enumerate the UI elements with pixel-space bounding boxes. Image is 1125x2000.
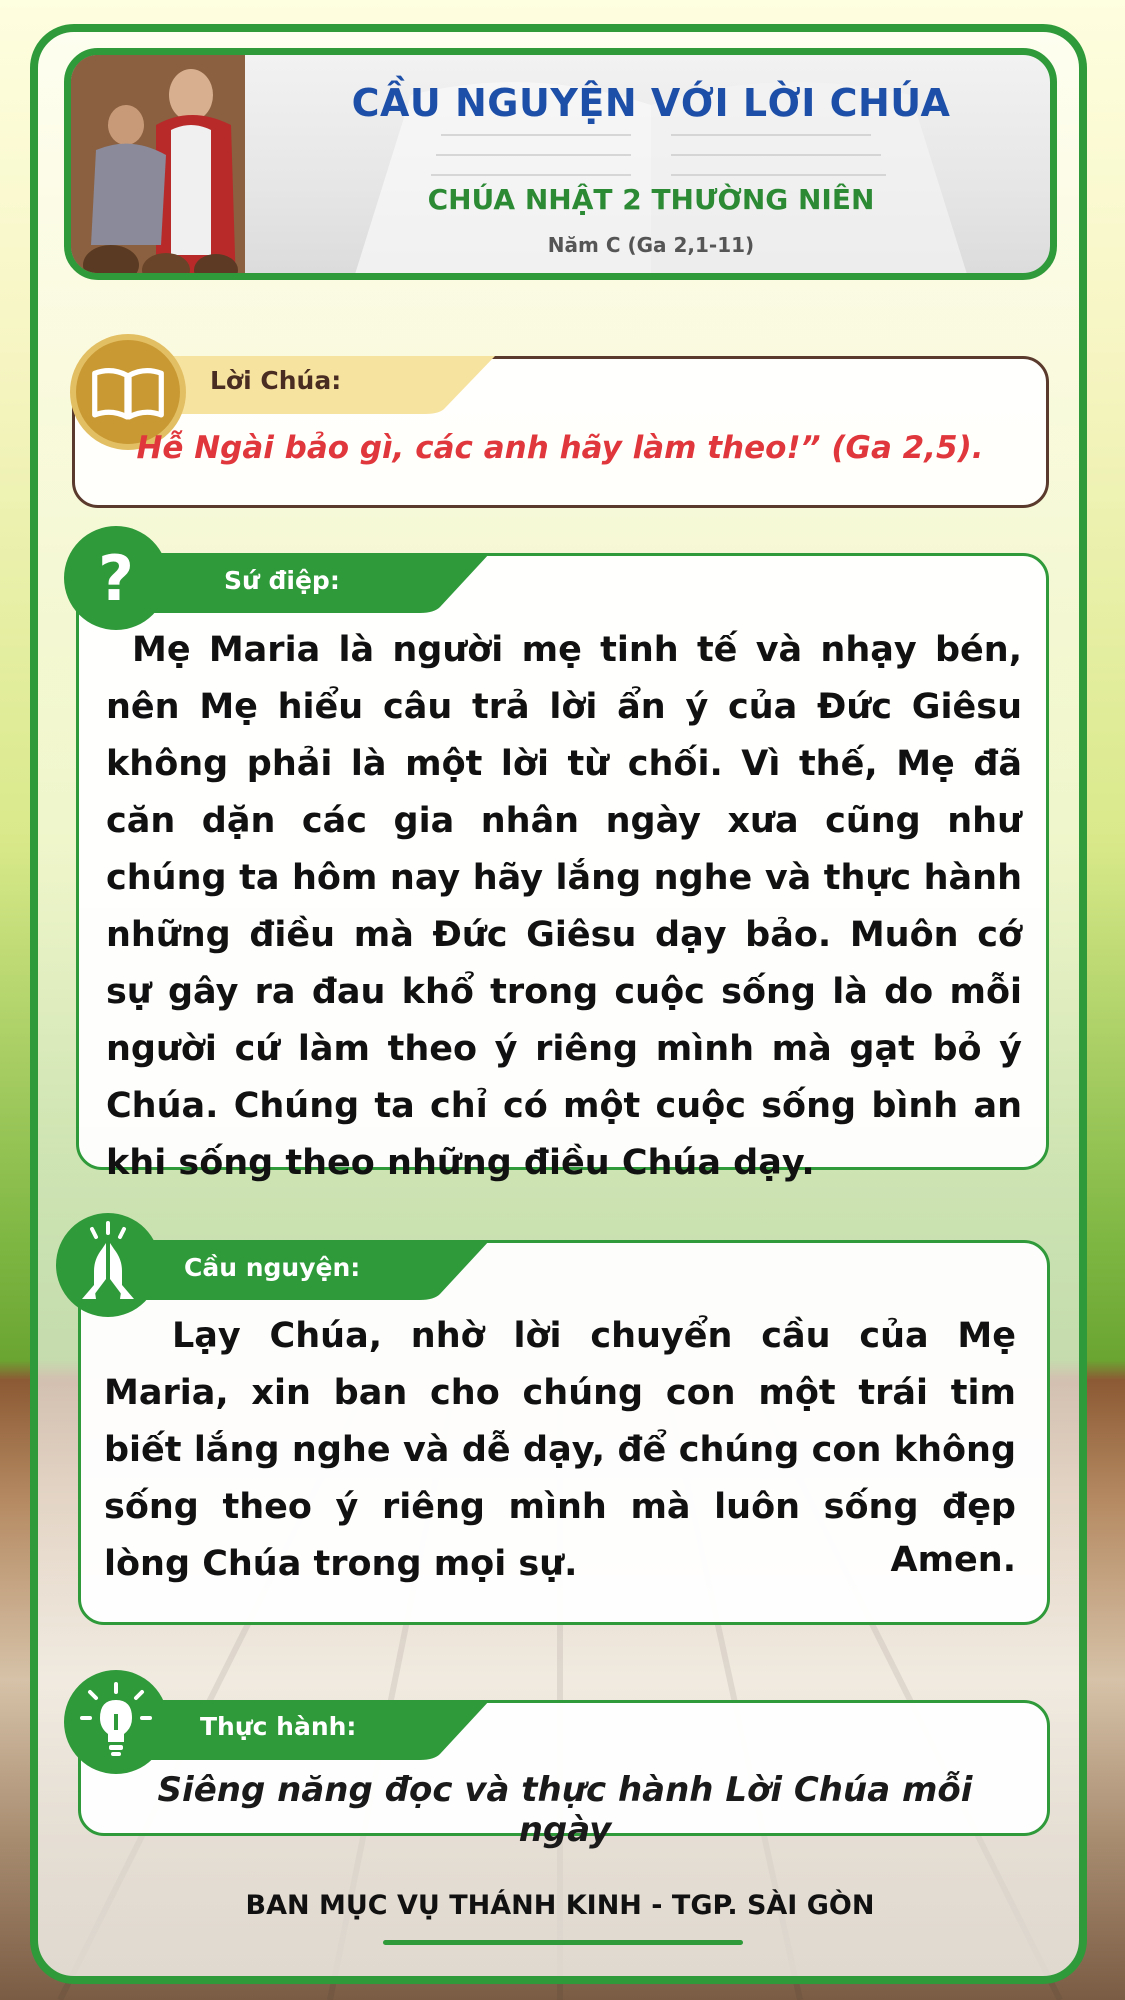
- page-title: CẦU NGUYỆN VỚI LỜI CHÚA: [351, 81, 951, 125]
- prayer-label: Cầu nguyện:: [184, 1253, 361, 1282]
- lightbulb-icon: [64, 1670, 168, 1774]
- prayer-icon-circle: [56, 1213, 160, 1317]
- footer-divider: [383, 1940, 743, 1945]
- practice-text: Siêng năng đọc và thực hành Lời Chúa mỗi ngày: [157, 1770, 973, 1850]
- scripture-reference: Năm C (Ga 2,1-11): [547, 233, 755, 257]
- practice-label: Thực hành:: [200, 1712, 357, 1741]
- question-icon: [64, 526, 168, 630]
- message-label: Sứ điệp:: [224, 566, 340, 595]
- header-banner: [64, 48, 1057, 280]
- message-text: Mẹ Maria là người mẹ tinh tế và nhạy bén, nên Mẹ hiểu câu trả lời ẩn ý của Đức Giêsu không phải là một lời từ chối. Vì thế, Mẹ đã căn dặn các gia nhân ngày xưa cũng như chúng ta hôm nay hãy lắng nghe và thực hành những điều mà Đức Giêsu dạy bảo. Muôn cớ sự gây ra đau khổ trong cuộc sống là do mỗi người cứ làm theo ý riêng mình mà gạt bỏ ý Chúa. Chúng ta chỉ có một cuộc sống bình an khi sống theo những điều Chúa dạy.: [106, 630, 1022, 1183]
- praying-hands-icon: [56, 1213, 160, 1317]
- verse-label: Lời Chúa:: [210, 366, 342, 395]
- message-icon-circle: [64, 526, 168, 630]
- wedding-at-cana-illustration: [71, 55, 245, 280]
- liturgical-day: CHÚA NHẬT 2 THƯỜNG NIÊN: [427, 183, 875, 216]
- prayer-text: Lạy Chúa, nhờ lời chuyển cầu của Mẹ Maria, xin ban cho chúng con một trái tim biết lắng nghe và dễ dạy, để chúng con không sống theo ý riêng mình mà luôn sống đẹp lòng Chúa trong mọi sự.: [104, 1316, 1016, 1584]
- verse-quote: Hễ Ngài bảo gì, các anh hãy làm theo!” (Ga 2,5).: [136, 430, 984, 466]
- svg-text:?: ?: [98, 542, 134, 615]
- open-book-icon: [76, 340, 180, 444]
- footer-credit: BAN MỤC VỤ THÁNH KINH - TGP. SÀI GÒN: [245, 1890, 875, 1921]
- practice-icon-circle: [64, 1670, 168, 1774]
- message-body: [106, 622, 1022, 1192]
- prayer-amen: Amen.: [890, 1540, 1016, 1580]
